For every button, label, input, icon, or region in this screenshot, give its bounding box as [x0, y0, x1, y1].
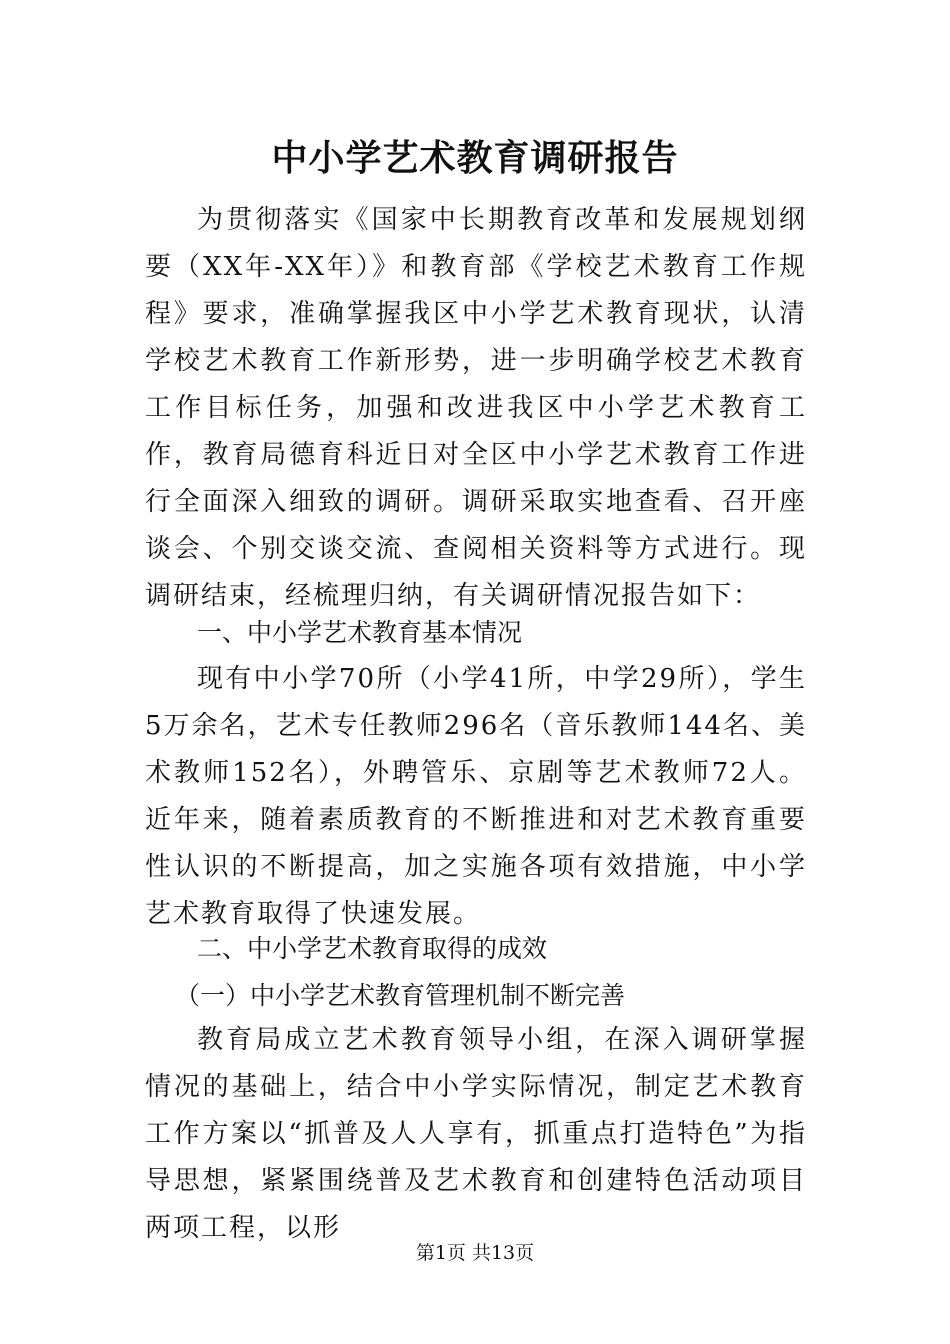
subsection-heading-management: （一）中小学艺术教育管理机制不断完善	[175, 981, 626, 1010]
document-title: 中小学艺术教育调研报告	[271, 137, 679, 179]
intro-paragraph: 为贯彻落实《国家中长期教育改革和发展规划纲要（XX年-XX年）》和教育部《学校艺术教育工作规程》要求，准确掌握我区中小学艺术教育现状，认清学校艺术教育工作新形势，进一步明确学校艺术教育工作目标任务，加强和改进我区中小学艺术教育工作，教育局德育科近日对全区中小学艺术教育工作进行全面深入细致的调研。调研采取实地查看、召开座谈会、个别交谈交流、查阅相关资料等方式进行。现调研结束，经梳理归纳，有关调研情况报告如下：	[145, 205, 807, 611]
basic-situation-paragraph: 现有中小学70所（小学41所，中学29所），学生5万余名，艺术专任教师296名（音乐教师144名、美术教师152名），外聘管乐、京剧等艺术教师72人。近年来，随着素质教育的不断推进和对艺术教育重要性认识的不断提高，加之实施各项有效措施，中小学艺术教育取得了快速发展。	[145, 664, 807, 929]
section-heading-achievements: 二、中小学艺术教育取得的成效	[197, 934, 548, 963]
section-heading-basic-situation: 一、中小学艺术教育基本情况	[197, 618, 523, 647]
page-footer: 第1页 共13页	[415, 1242, 535, 1264]
management-paragraph: 教育局成立艺术教育领导小组，在深入调研掌握情况的基础上，结合中小学实际情况，制定艺术教育工作方案以“抓普及人人享有，抓重点打造特色”为指导思想，紧紧围绕普及艺术教育和创建特色活动项目两项工程，以形	[145, 1025, 807, 1243]
